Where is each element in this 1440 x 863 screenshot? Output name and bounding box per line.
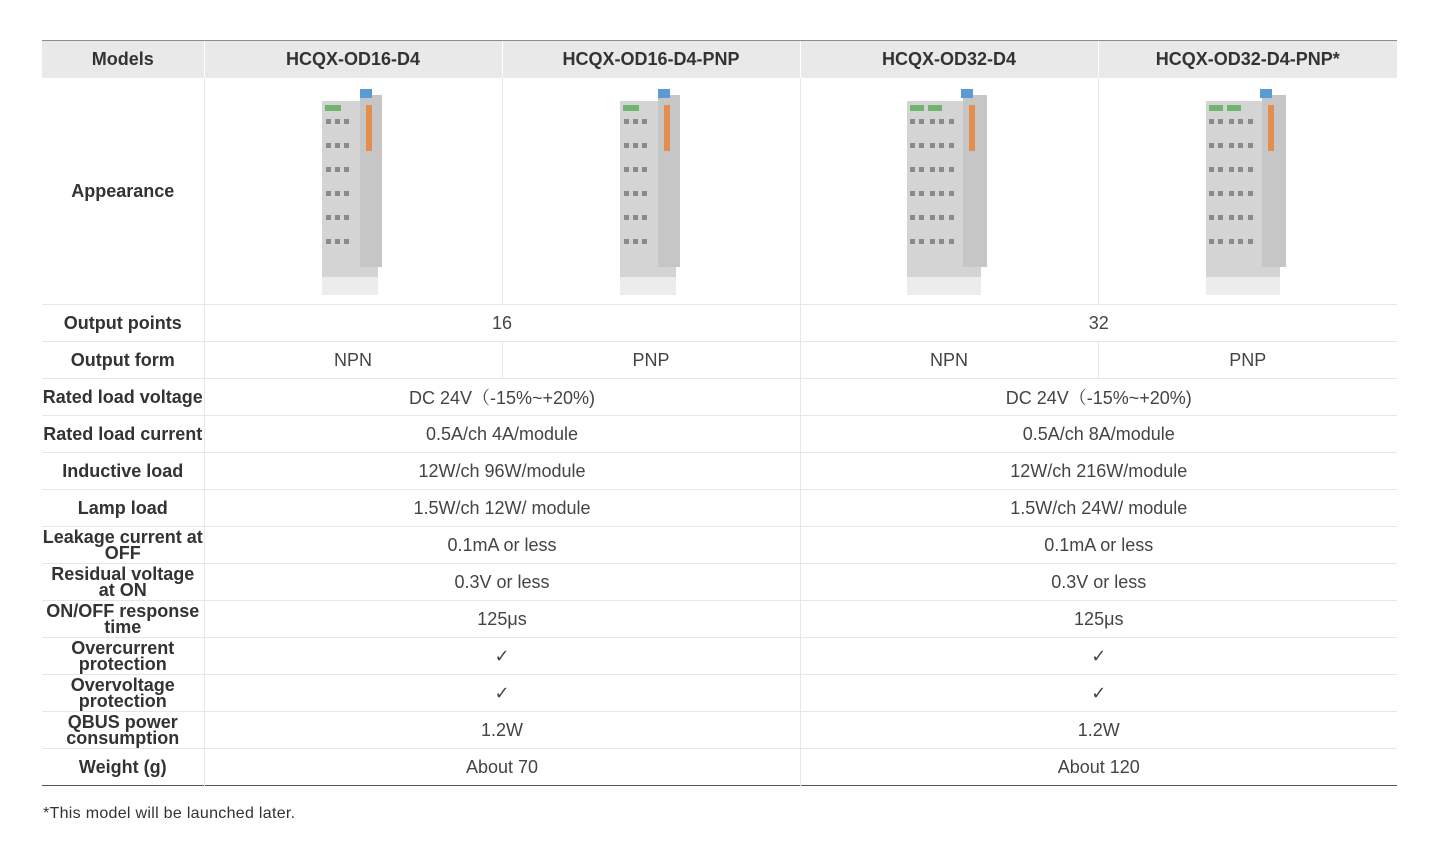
cell-value: About 120 (800, 749, 1397, 786)
check-icon: ✓ (204, 675, 800, 712)
cell-value: DC 24V（-15%~+20%) (800, 379, 1397, 416)
header-model-3: HCQX-OD32-D4 (800, 41, 1098, 78)
row-label: Overvoltage protection (42, 675, 204, 712)
table-row (42, 675, 1397, 712)
io-module-32ch-pnp-image (1198, 85, 1298, 297)
cell-value: 1.5W/ch 12W/ module (204, 490, 800, 527)
cell-value: 0.5A/ch 8A/module (800, 416, 1397, 453)
table-row (42, 749, 1397, 786)
header-row (42, 41, 1397, 78)
cell-value: 16 (204, 305, 800, 342)
table-row (42, 564, 1397, 601)
footnote: *This model will be launched later. (43, 805, 296, 822)
cell-value: 125μs (800, 601, 1397, 638)
header-model-4: HCQX-OD32-D4-PNP* (1098, 41, 1397, 78)
header-models: Models (42, 41, 204, 78)
row-label: Inductive load (42, 453, 204, 490)
cell-value: PNP (1098, 342, 1397, 379)
table-row (42, 490, 1397, 527)
table-row (42, 379, 1397, 416)
module-image-od16-npn (204, 78, 502, 305)
row-label: Appearance (42, 78, 204, 305)
header-model-2: HCQX-OD16-D4-PNP (502, 41, 800, 78)
cell-value: 1.5W/ch 24W/ module (800, 490, 1397, 527)
table-row (42, 712, 1397, 749)
table-row (42, 453, 1397, 490)
io-module-16ch-image (308, 85, 398, 297)
cell-value: NPN (800, 342, 1098, 379)
cell-value: 0.3V or less (800, 564, 1397, 601)
table-row (42, 601, 1397, 638)
cell-value: 12W/ch 96W/module (204, 453, 800, 490)
cell-value: 125μs (204, 601, 800, 638)
row-label: ON/OFF response time (42, 601, 204, 638)
spec-table (42, 40, 1397, 786)
io-module-16ch-pnp-image (606, 85, 696, 297)
table-row (42, 416, 1397, 453)
row-label: Residual voltage at ON (42, 564, 204, 601)
cell-value: 1.2W (800, 712, 1397, 749)
cell-value: 0.1mA or less (800, 527, 1397, 564)
cell-value: NPN (204, 342, 502, 379)
row-label: Rated load current (42, 416, 204, 453)
row-label: Output form (42, 342, 204, 379)
row-label: Lamp load (42, 490, 204, 527)
table-row (42, 342, 1397, 379)
check-icon: ✓ (800, 638, 1397, 675)
row-label: QBUS power consumption (42, 712, 204, 749)
cell-value: DC 24V（-15%~+20%) (204, 379, 800, 416)
appearance-row (42, 78, 1397, 305)
cell-value: 12W/ch 216W/module (800, 453, 1397, 490)
cell-value: PNP (502, 342, 800, 379)
check-icon: ✓ (800, 675, 1397, 712)
module-image-od32-npn (800, 78, 1098, 305)
module-image-od32-pnp (1098, 78, 1397, 305)
cell-value: 0.1mA or less (204, 527, 800, 564)
table-row (42, 527, 1397, 564)
cell-value: 0.3V or less (204, 564, 800, 601)
row-label: Overcurrent protection (42, 638, 204, 675)
module-image-od16-pnp (502, 78, 800, 305)
header-model-1: HCQX-OD16-D4 (204, 41, 502, 78)
io-module-32ch-image (899, 85, 999, 297)
row-label: Leakage current at OFF (42, 527, 203, 563)
cell-value: 0.5A/ch 4A/module (204, 416, 800, 453)
cell-value: 32 (800, 305, 1397, 342)
table-row (42, 638, 1397, 675)
row-label: Weight (g) (42, 749, 204, 786)
table-row (42, 305, 1397, 342)
row-label: Rated load voltage (42, 379, 204, 416)
cell-value: About 70 (204, 749, 800, 786)
check-icon: ✓ (204, 638, 800, 675)
row-label: Output points (42, 305, 204, 342)
cell-value: 1.2W (204, 712, 800, 749)
